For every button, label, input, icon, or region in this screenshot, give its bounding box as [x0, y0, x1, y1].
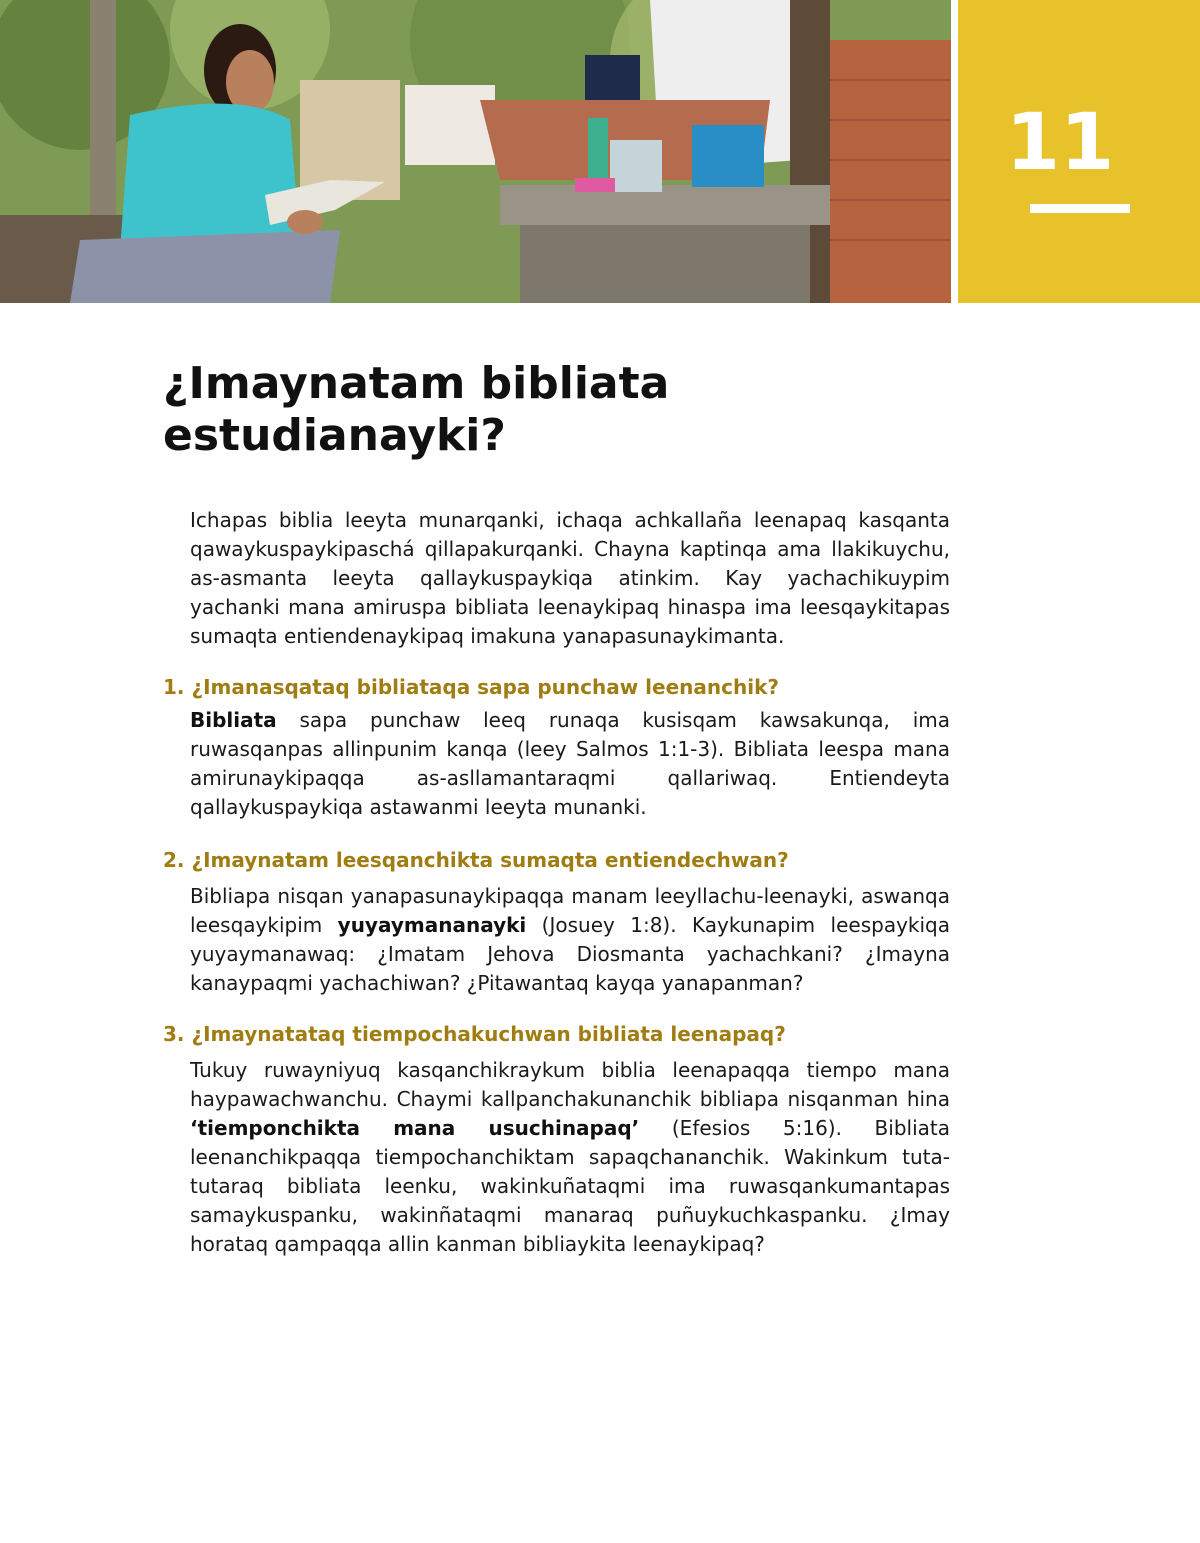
page-title — [163, 358, 923, 462]
answer-2 — [190, 882, 950, 998]
answer-3-text-a: Tukuy ruwayniyuq kasqanchikraykum biblia leenapaqqa tiempo mana haypawachwanchu. Chaymi kallpanchakunanchik bibliapa nisqanman hina — [190, 1058, 950, 1111]
answer-1 — [190, 706, 950, 822]
answer-2-text-a: Bibliapa nisqan yanapasunaykipaqqa manam leeyllachu-leenayki, aswanqa leesqaykipim — [190, 884, 950, 937]
answer-1-text: sapa punchaw leeq runaqa kusisqam kawsakunqa, ima ruwasqanpas allinpunim kanqa (leey Salmos 1:1-3). Bibliata leespa mana amirunaykipaqqa as-asllamantaraqmi qallariwaq. Entiendeyta qallaykuspaykiqa astawanmi leeyta munanki. — [190, 708, 950, 819]
answer-3-text-b: (Efesios 5:16). Bibliata leenanchikpaqqa tiempochanchiktam sapaqchananchik. Wakinkum tuta-tutaraq bibliata leenku, wakinkuñataqmi ima ruwasqankumantapas samaykuspanku, wakinñataqmi manaraq puñuykuchkaspanku. ¿Imay horataq qampaqqa allin kanman bibliaykita leenaykipaq? — [190, 1116, 950, 1256]
intro-paragraph: Ichapas biblia leeyta munarqanki, ichaqa achkallaña leenapaq kasqanta qawaykuspaykipaschá qillapakurqanki. Chayna kaptinqa ama llakikuychu, as-asmanta leeyta qallaykuspaykiqa atinkim. Kay yachachikuypim yachanki mana amiruspa bibliata leenaykipaq hinaspa ima leesqaykitapas sumaqta entiendenaykipaq imakuna yanapasunaykimanta. — [190, 508, 950, 648]
title-line-2: estudianayki? — [163, 410, 506, 461]
answer-2-bold: yuyaymananayki — [337, 913, 527, 937]
lesson-number-box — [958, 0, 1200, 303]
answer-3 — [190, 1056, 950, 1259]
hero-photo-illustration — [0, 0, 951, 303]
title-line-1: ¿Imaynatam bibliata — [163, 358, 670, 409]
question-1: 1. ¿Imanasqataq bibliataqa sapa punchaw leenanchik? — [163, 675, 779, 699]
lesson-number-underline — [1030, 204, 1130, 213]
question-2: 2. ¿Imaynatam leesqanchikta sumaqta entiendechwan? — [163, 848, 789, 872]
lesson-number: 11 — [1005, 98, 1115, 188]
answer-3-bold: ‘tiemponchikta mana usuchinapaq’ — [190, 1116, 640, 1140]
answer-1-bold: Bibliata — [190, 708, 277, 732]
hero-photo — [0, 0, 951, 303]
question-3: 3. ¿Imaynatataq tiempochakuchwan bibliata leenapaq? — [163, 1022, 786, 1046]
answer-2-text-b: (Josuey 1:8). Kaykunapim leespaykiqa yuyaymanawaq: ¿Imatam Jehova Diosmanta yachachkani? ¿Imayna kanaypaqmi yachachiwan? ¿Pitawantaq kayqa yanapanman? — [190, 913, 951, 995]
